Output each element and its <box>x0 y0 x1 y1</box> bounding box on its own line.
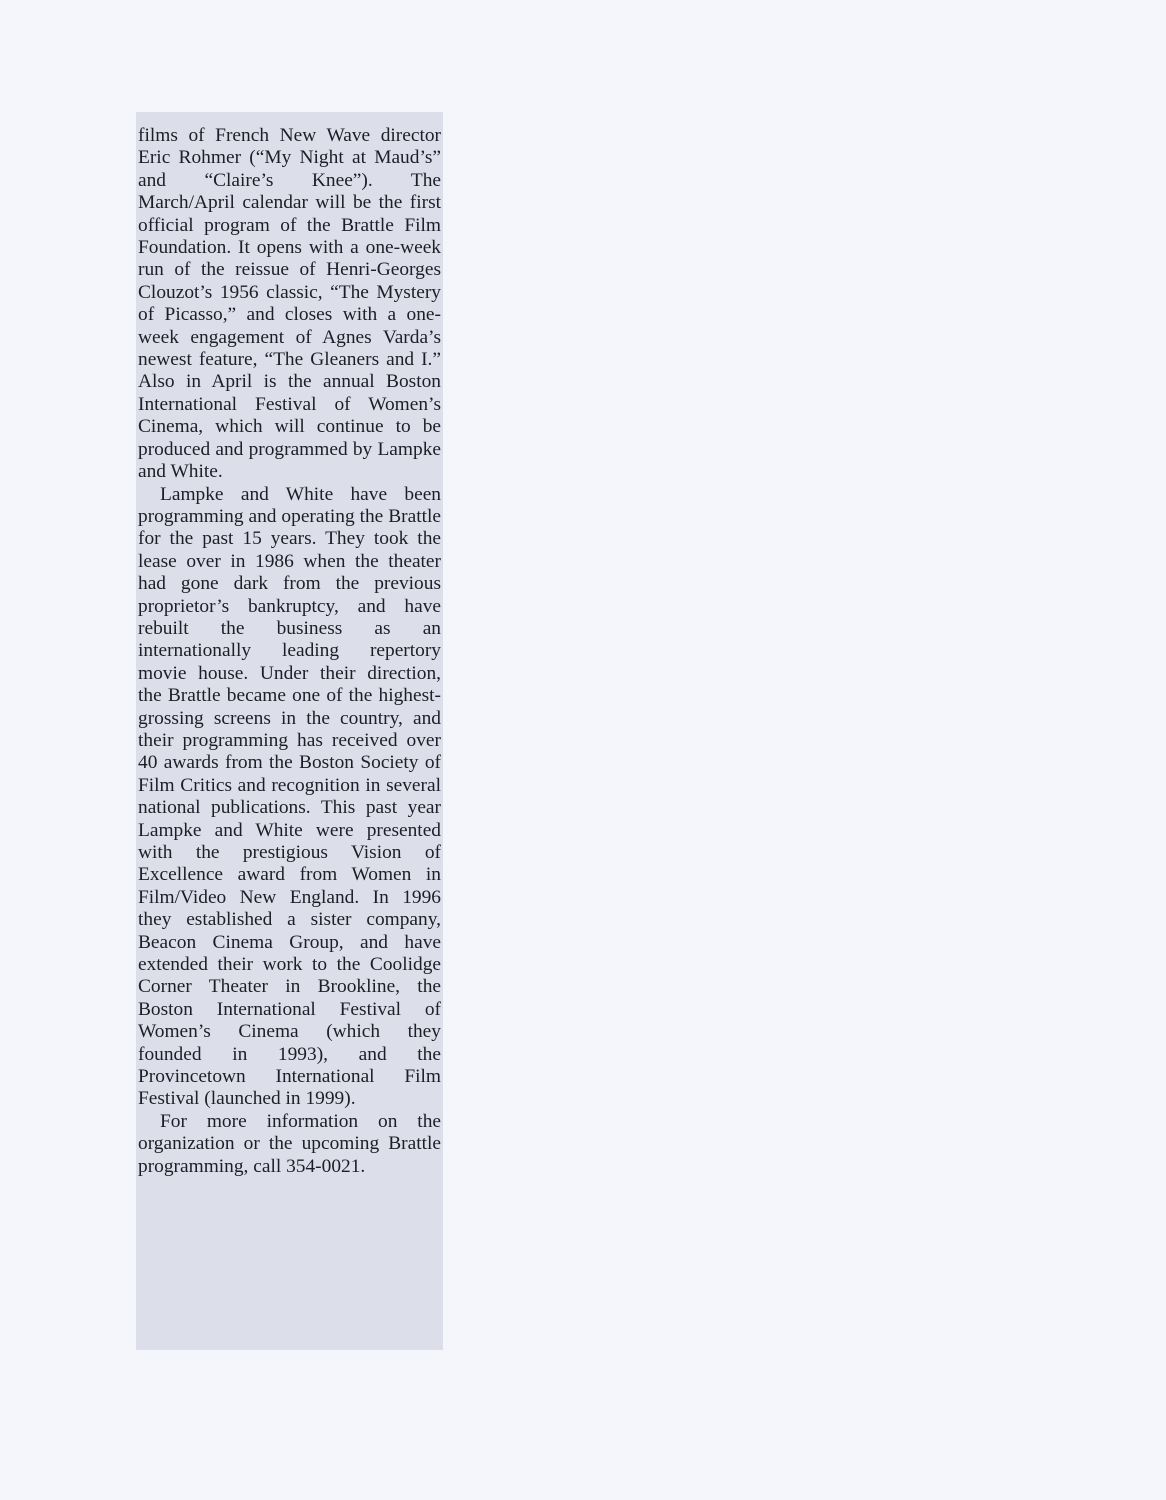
article-paragraph-2: Lampke and White have been programming and operating the Brattle for the past 15 years. They took the lease over in 1986 when the theater had gone dark from the previous proprietor’s bankruptcy, and have rebuilt the business as an internationally leading repertory movie house. Under their direction, the Brattle became one of the highest-grossing screens in the country, and their programming has received over 40 awards from the Boston Society of Film Critics and recognition in several national publications. This past year Lampke and White were presented with the prestigious Vision of Excellence award from Women in Film/Video New England. In 1996 they established a sister company, Beacon Cinema Group, and have extended their work to the Coolidge Corner Theater in Brookline, the Boston International Festival of Women’s Cinema (which they founded in 1993), and the Provincetown International Film Festival (launched in 1999). <box>138 483 441 1110</box>
article-paragraph-1: films of French New Wave director Eric Rohmer (“My Night at Maud’s” and “Claire’s Knee”). The March/April calendar will be the first official program of the Brattle Film Foundation. It opens with a one-week run of the reissue of Henri-Georges Clouzot’s 1956 classic, “The Mystery of Picasso,” and closes with a one-week engagement of Agnes Varda’s newest feature, “The Gleaners and I.” Also in April is the annual Boston International Festival of Women’s Cinema, which will continue to be produced and programmed by Lampke and White. <box>138 125 441 483</box>
article-paragraph-3: For more information on the organization or the upcoming Brattle programming, call 354-0021. <box>138 1110 441 1177</box>
article-column <box>138 125 441 1178</box>
